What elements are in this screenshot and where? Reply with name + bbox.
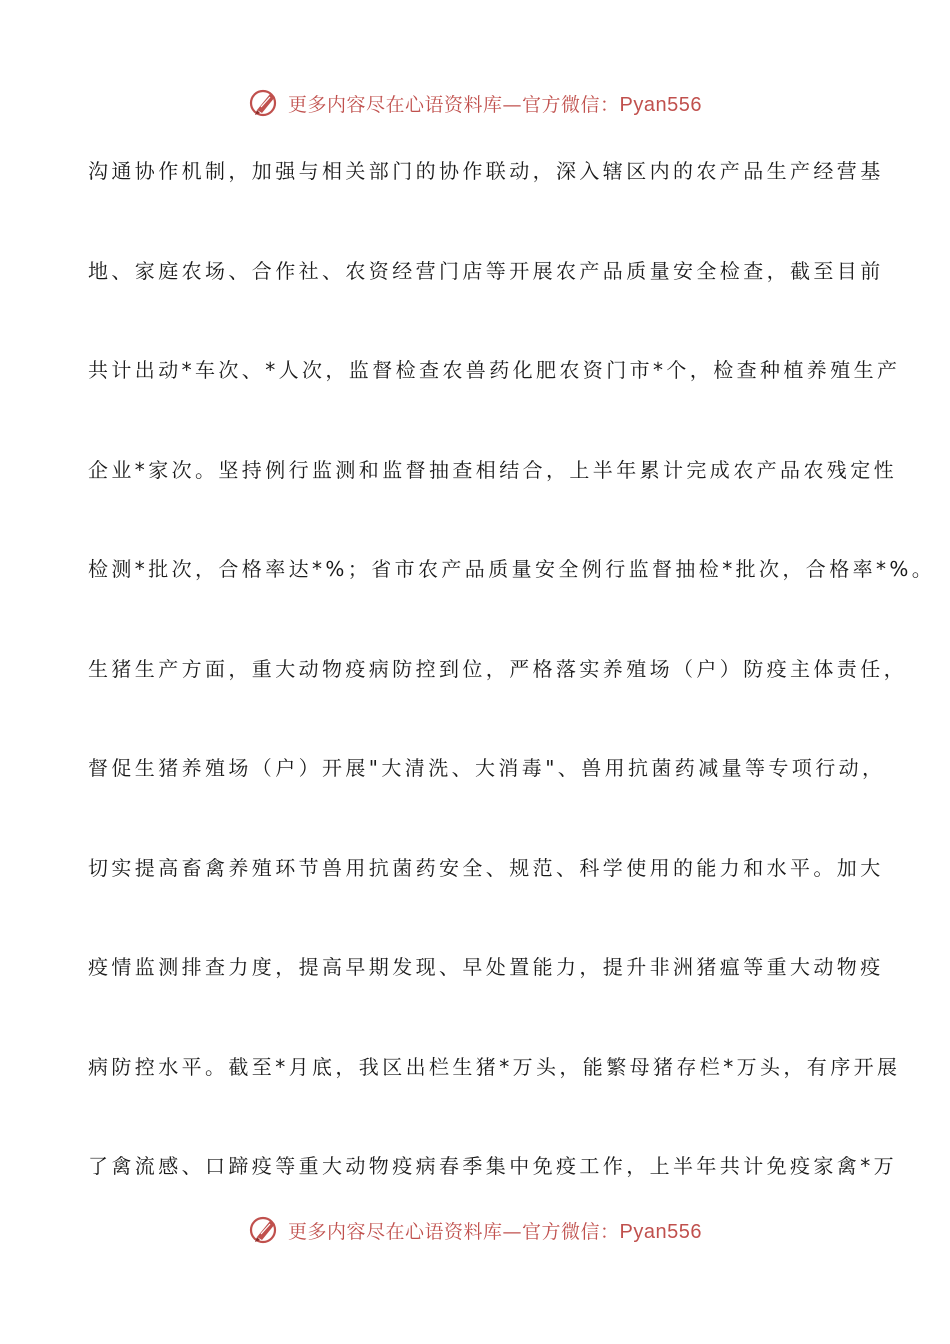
body-line: 地、家庭农场、合作社、农资经营门店等开展农产品质量安全检查，截至目前 (88, 258, 884, 283)
body-line: 切实提高畜禽养殖环节兽用抗菌药安全、规范、科学使用的能力和水平。加大 (88, 855, 884, 880)
body-line: 病防控水平。截至*月底，我区出栏生猪*万头，能繁母猪存栏*万头，有序开展 (88, 1054, 901, 1079)
body-line: 生猪生产方面，重大动物疫病防控到位，严格落实养殖场（户）防疫主体责任， (88, 656, 907, 681)
header-watermark (0, 83, 950, 123)
body-line: 企业*家次。坚持例行监测和监督抽查相结合，上半年累计完成农产品农残定性 (88, 457, 897, 482)
watermark-text: 更多内容尽在心语资料库—官方微信：Pyan556 (288, 93, 702, 116)
body-line: 了禽流感、口蹄疫等重大动物疫病春季集中免疫工作，上半年共计免疫家禽*万 (88, 1154, 897, 1178)
body-line: 疫情监测排查力度，提高早期发现、早处置能力，提升非洲猪瘟等重大动物疫 (88, 955, 884, 979)
body-line: 督促生猪养殖场（户）开展"大清洗、大消毒"、兽用抗菌药减量等专项行动， (88, 756, 886, 780)
document-body (88, 149, 936, 1244)
body-line: 沟通协作机制，加强与相关部门的协作联动，深入辖区内的农产品生产经营基 (88, 159, 884, 183)
footer-watermark (0, 1210, 950, 1250)
body-line: 检测*批次，合格率达*%；省市农产品质量安全例行监督抽检*批次，合格率*%。 (88, 557, 936, 581)
watermark-text: 更多内容尽在心语资料库—官方微信：Pyan556 (288, 1220, 702, 1243)
body-line: 共计出动*车次、*人次，监督检查农兽药化肥农资门市*个，检查种植养殖生产 (88, 358, 901, 382)
pen-nib-logo-icon (248, 86, 282, 120)
pen-nib-logo-icon (248, 1213, 282, 1247)
